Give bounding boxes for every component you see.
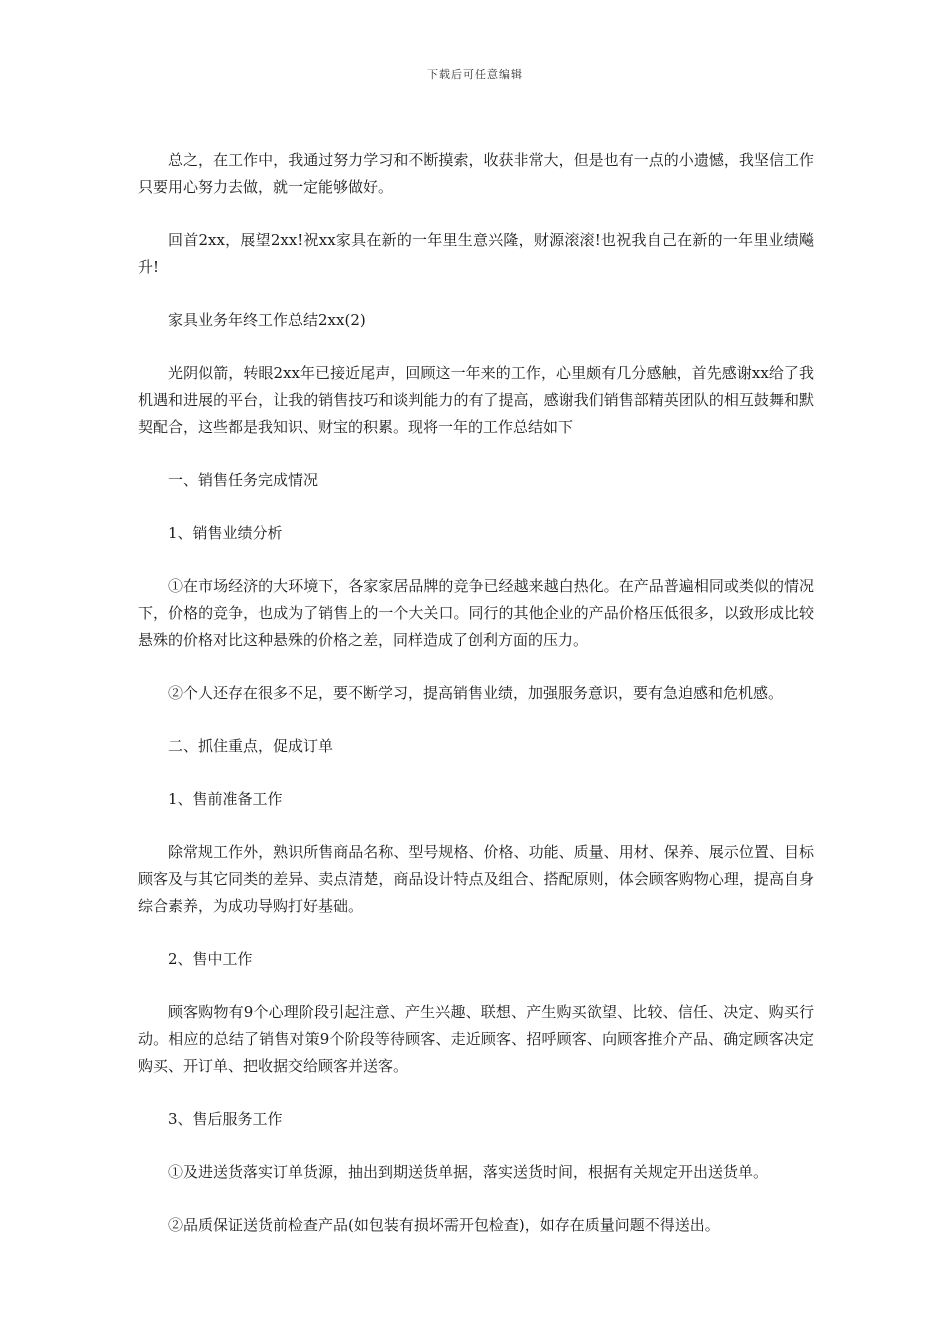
section-heading: 一、销售任务完成情况	[168, 471, 319, 489]
paragraph: ②个人还存在很多不足，要不断学习，提高销售业绩，加强服务意识，要有急迫感和危机感。	[168, 684, 784, 702]
paragraph: ②品质保证送货前检查产品(如包装有损坏需开包检查)，如存在质量问题不得送出。	[168, 1216, 720, 1234]
paragraph: 光阴似箭，转眼2xx年已接近尾声，回顾这一年来的工作，心里颇有几分感触，首先感谢xx给了我机遇和进展的平台，让我的销售技巧和谈判能力的有了提高，感谢我们销售部精英团队的相互鼓舞和默契配合，这些都是我知识、财宝的积累。现将一年的工作总结如下	[138, 364, 814, 436]
paragraph: 顾客购物有9个心理阶段引起注意、产生兴趣、联想、产生购买欲望、比较、信任、决定、购买行动。相应的总结了销售对策9个阶段等待顾客、走近顾客、招呼顾客、向顾客推介产品、确定顾客决定购买、开订单、把收据交给顾客并送客。	[138, 1003, 814, 1075]
subsection-heading: 1、售前准备工作	[168, 790, 283, 808]
section-title: 家具业务年终工作总结2xx(2)	[168, 311, 366, 329]
section-heading: 二、抓住重点，促成订单	[168, 737, 334, 755]
document-body	[138, 147, 814, 1265]
subsection-heading: 3、售后服务工作	[168, 1110, 283, 1128]
subsection-heading: 1、销售业绩分析	[168, 524, 283, 542]
paragraph: 回首2xx，展望2xx!祝xx家具在新的一年里生意兴隆，财源滚滚!也祝我自己在新的一年里业绩飚升!	[138, 231, 814, 276]
subsection-heading: 2、售中工作	[168, 950, 253, 968]
page-header: 下载后可任意编辑	[427, 68, 523, 81]
paragraph: 除常规工作外，熟识所售商品名称、型号规格、价格、功能、质量、用材、保养、展示位置、目标顾客及与其它同类的差异、卖点清楚，商品设计特点及组合、搭配原则，体会顾客购物心理，提高自身综合素养，为成功导购打好基础。	[138, 843, 814, 915]
paragraph: 总之，在工作中，我通过努力学习和不断摸索，收获非常大，但是也有一点的小遗憾，我坚信工作只要用心努力去做，就一定能够做好。	[138, 151, 814, 196]
paragraph: ①在市场经济的大环境下，各家家居品牌的竞争已经越来越白热化。在产品普遍相同或类似的情况下，价格的竞争，也成为了销售上的一个大关口。同行的其他企业的产品价格压低很多，以致形成比较悬殊的价格对比这种悬殊的价格之差，同样造成了创利方面的压力。	[138, 577, 814, 649]
paragraph: ①及进送货落实订单货源，抽出到期送货单据，落实送货时间，根据有关规定开出送货单。	[168, 1163, 769, 1181]
